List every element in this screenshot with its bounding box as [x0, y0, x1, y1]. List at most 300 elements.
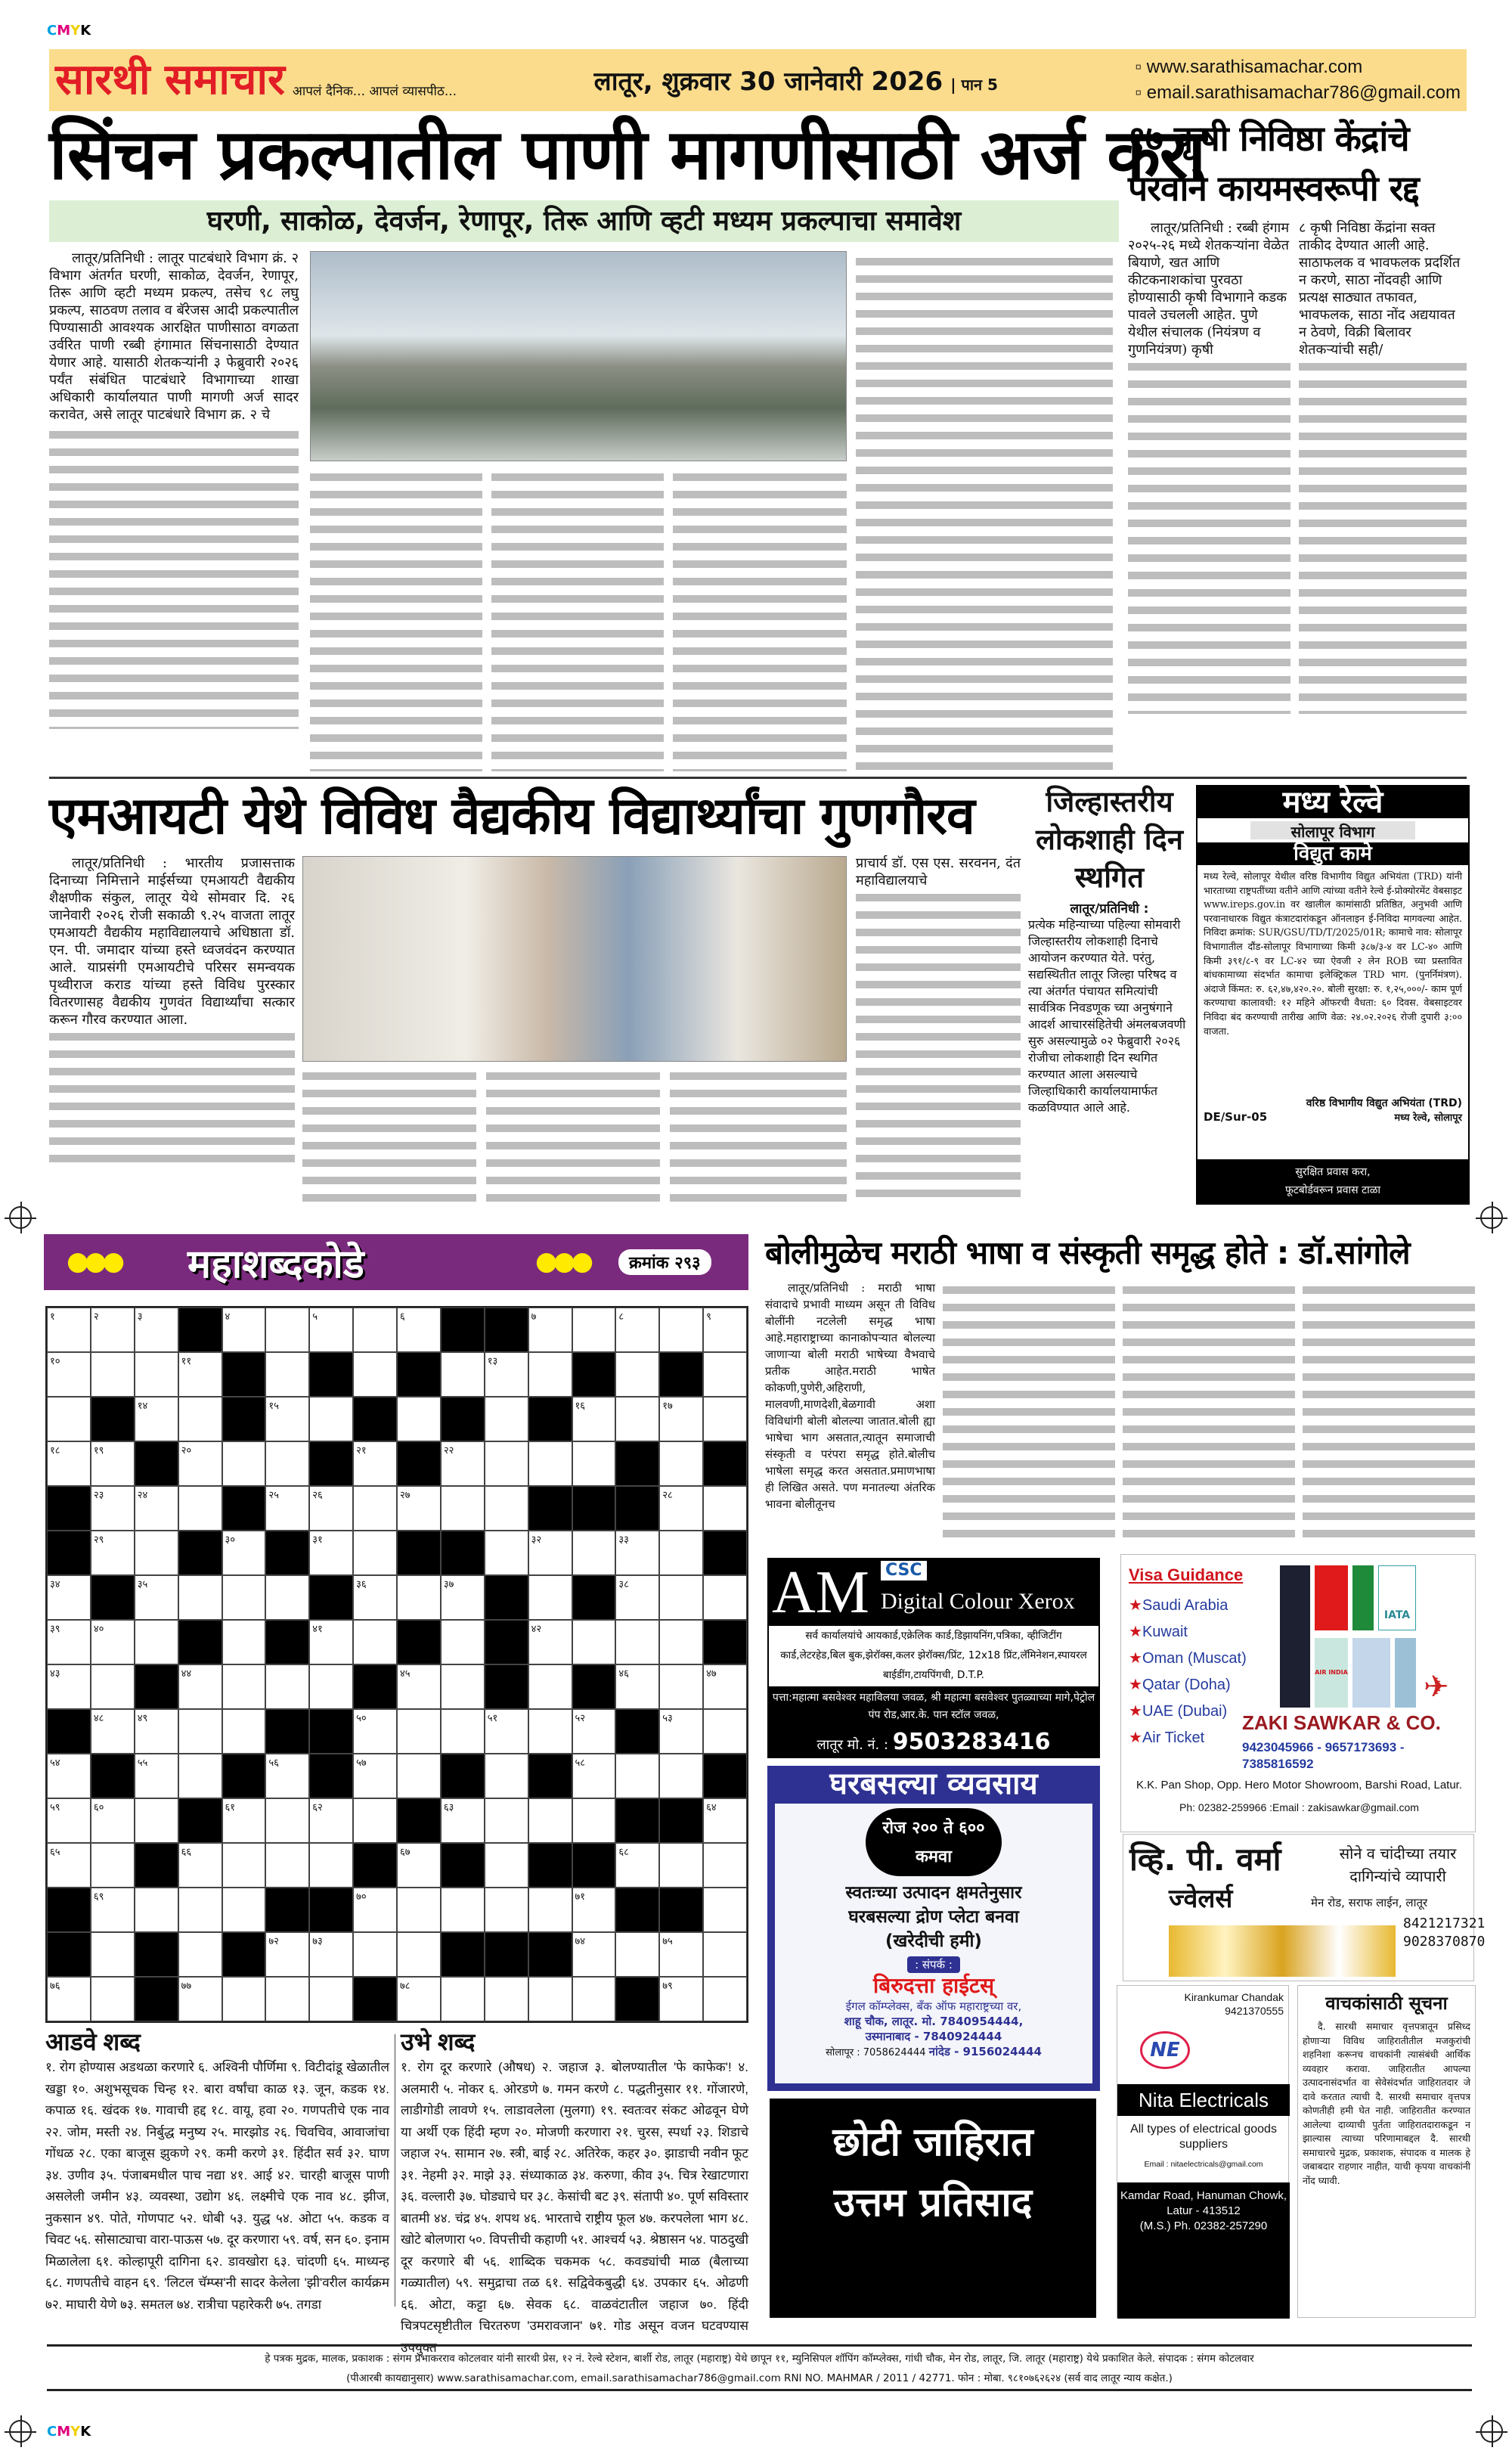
crossword-cell[interactable] — [397, 1397, 441, 1441]
crossword-cell[interactable] — [659, 1620, 703, 1664]
crossword-cell-number: ८ — [618, 1311, 624, 1323]
crossword-cell[interactable] — [178, 1664, 222, 1709]
mit-text-continued — [49, 1028, 295, 1165]
crossword-black-cell — [572, 1575, 616, 1620]
vp-varma-jewellers-ad — [1123, 1834, 1486, 1981]
crossword-cell[interactable] — [265, 1843, 309, 1888]
crossword-cell[interactable] — [528, 1709, 572, 1754]
visa-item: ★Saudi Arabia — [1129, 1597, 1228, 1614]
company-address-2: शाहू चौक, लातूर. मो. 7840954444, — [844, 2015, 1024, 2028]
crossword-cell[interactable] — [703, 1888, 747, 1932]
crossword-cell-number: १० — [50, 1356, 60, 1367]
crossword-cell-number: ५० — [356, 1713, 367, 1724]
crossword-cell[interactable] — [265, 1308, 309, 1352]
crossword-cell[interactable] — [309, 1486, 353, 1531]
crossword-cell[interactable] — [265, 1352, 309, 1397]
crossword-cell[interactable] — [135, 1888, 178, 1932]
crossword-cell[interactable] — [135, 1798, 178, 1843]
crossword-cell-number: १८ — [50, 1445, 60, 1456]
crossword-black-cell — [572, 1352, 616, 1397]
crossword-cell[interactable] — [615, 1397, 659, 1441]
crossword-cell[interactable] — [397, 1709, 441, 1754]
crossword-grid — [45, 1306, 748, 2023]
down-title: उभे शब्द — [401, 2028, 476, 2055]
crossword-black-cell — [135, 1932, 178, 1977]
jeweller-address: मेन रोड, सराफ लाईन, लातूर — [1311, 1896, 1428, 1909]
crossword-black-cell — [659, 1888, 703, 1932]
crossword-cell[interactable] — [309, 1531, 353, 1575]
crossword-cell-number: १४ — [137, 1401, 148, 1412]
crossword-cell[interactable] — [178, 1352, 222, 1397]
crossword-black-cell — [47, 1888, 91, 1932]
crossword-cell[interactable] — [222, 1977, 266, 2021]
crossword-cell[interactable] — [572, 1888, 616, 1932]
passport-image — [1280, 1565, 1310, 1708]
crossword-cell[interactable] — [135, 1754, 178, 1798]
crossword-cell[interactable] — [659, 1977, 703, 2021]
crossword-cell[interactable] — [397, 1664, 441, 1709]
dots-decoration-icon: ●●● — [67, 1246, 121, 1277]
crossword-cell[interactable] — [178, 1397, 222, 1441]
crossword-cell[interactable] — [47, 1352, 91, 1397]
crossword-cell[interactable] — [615, 1531, 659, 1575]
crossword-black-cell — [572, 1664, 616, 1709]
crossword-cell[interactable] — [91, 1441, 135, 1486]
crossword-cell[interactable] — [659, 1441, 703, 1486]
crossword-cell[interactable] — [397, 1486, 441, 1531]
lokshahi-article — [1028, 783, 1191, 1206]
dots-decoration-icon: ●●● — [535, 1246, 590, 1277]
crossword-cell-number: ४८ — [93, 1713, 104, 1724]
visa-item-label: Oman (Muscat) — [1142, 1650, 1247, 1667]
crossword-cell[interactable] — [528, 1531, 572, 1575]
crossword-cell[interactable] — [222, 1843, 266, 1888]
crossword-cell-number: ७४ — [575, 1936, 586, 1947]
crossword-cell[interactable] — [47, 1397, 91, 1441]
email-link[interactable]: ▫ email.sarathisamachar786@gmail.com — [1135, 82, 1461, 103]
iata-logo: IATA — [1378, 1565, 1416, 1630]
crossword-cell[interactable] — [353, 1352, 397, 1397]
crossword-cell[interactable] — [309, 1798, 353, 1843]
crossword-cell[interactable] — [485, 1486, 528, 1531]
crossword-cell[interactable] — [485, 1798, 528, 1843]
crossword-black-cell — [397, 1798, 441, 1843]
crossword-cell[interactable] — [135, 1486, 178, 1531]
crossword-cell-number: ५५ — [137, 1757, 148, 1769]
crossword-cell[interactable] — [265, 1932, 309, 1977]
crossword-cell[interactable] — [528, 1798, 572, 1843]
am-logo: AM — [772, 1559, 869, 1626]
crossword-cell[interactable] — [309, 1932, 353, 1977]
crossword-cell[interactable] — [135, 1397, 178, 1441]
crossword-cell[interactable] — [135, 1620, 178, 1664]
crossword-cell[interactable] — [353, 1798, 397, 1843]
crossword-cell[interactable] — [309, 1664, 353, 1709]
crossword-cell[interactable] — [178, 1977, 222, 2021]
crossword-cell[interactable] — [659, 1308, 703, 1352]
crossword-black-cell — [178, 1531, 222, 1575]
crossword-cell[interactable] — [222, 1308, 266, 1352]
crossword-black-cell — [615, 1888, 659, 1932]
registration-mark-icon — [1480, 1206, 1503, 1229]
crossword-cell[interactable] — [703, 1843, 747, 1888]
mit-column-1 — [49, 855, 295, 1210]
crossword-cell[interactable] — [572, 1932, 616, 1977]
crossword-black-cell — [485, 1664, 528, 1709]
agri-body-text-2: ८ कृषी निविष्ठा केंद्रांना सक्त ताकीद देण्यात आली आहे. साठाफलक व भावफलक प्रदर्शित न करणे, साठा नोंदवही आणि प्रत्यक्ष साठ्यात तफावत, भावफलक, साठा नोंद अद्ययावत न ठेवणे, विक्री बिलावर शेतकऱ्यांची सही/ — [1299, 220, 1461, 358]
pan-card-image — [1352, 1638, 1390, 1708]
crossword-cell[interactable] — [353, 1754, 397, 1798]
crossword-black-cell — [528, 1932, 572, 1977]
cmyk-c: C — [47, 2424, 57, 2440]
crossword-cell[interactable] — [572, 1531, 616, 1575]
crossword-cell[interactable] — [659, 1843, 703, 1888]
crossword-cell[interactable] — [91, 1798, 135, 1843]
crossword-cell[interactable] — [703, 1308, 747, 1352]
crossword-cell[interactable] — [485, 1397, 528, 1441]
crossword-cell[interactable] — [397, 1843, 441, 1888]
railway-tender-body: मध्य रेल्वे, सोलापूर येथील वरिष्ठ विभागीय विद्युत अभियंता (TRD) यांनी भारताच्या राष्ट्रपतींच्या वतीने आणि त्यांच्या वतीने रेल्वे ई-प्रोक्योरमेंट वेबसाइट www.ireps.gov.in वर खालील कामांसाठी प्रतिष्ठित, अनुभवी आणि परवानाधारक विद्युत कंत्राटदारांकडून ऑनलाइन ई-निविदा मागवल्या आहेत. निविदा क्रमांक: SUR/GSU/TD/T/2025/01R; कामाचे नाव: सोलापूर विभागातील दौंड-सोलापूर विभागाच्या किमी ३८७/३-४ वर LC-४० आणि किमी ३९१/८-९ वर LC-४२ च्या ऐवजी २ लेन ROB च्या प्रस्तावित बांधकामाच्या संदर्भात कामाचा इलेक्ट्रिकल TRD भाग. (पुनर्निमंत्रण). अंदाजे किंमत: रु. ६२,४७,४२०.२०. बोली सुरक्षा: रु. १,२५,०००/- काम पूर्ण करण्याचा कालावधी: १२ महिने ऑफरची वैधता: ६० दिवस. वेबसाइटवर निविदा बंद करण्याची तारीख आणि वेळ: २४.०२.२०२६ रोजी दुपारी ३:०० वाजता. — [1204, 870, 1462, 1037]
crossword-cell[interactable] — [528, 1888, 572, 1932]
crossword-cell[interactable] — [572, 1977, 616, 2021]
crossword-cell[interactable] — [659, 1664, 703, 1709]
crossword-cell[interactable] — [528, 1352, 572, 1397]
crossword-cell[interactable] — [47, 1620, 91, 1664]
crossword-cell[interactable] — [485, 1754, 528, 1798]
crossword-cell[interactable] — [309, 1977, 353, 2021]
crossword-black-cell — [397, 1531, 441, 1575]
crossword-cell[interactable] — [91, 1843, 135, 1888]
crossword-cell[interactable] — [441, 1798, 485, 1843]
crossword-black-cell — [135, 1664, 178, 1709]
crossword-cell[interactable] — [659, 1709, 703, 1754]
mit-felicitation-photo — [302, 856, 847, 1062]
jeweller-sub: ज्वेलर्स — [1169, 1884, 1233, 1914]
crossword-cell[interactable] — [91, 1308, 135, 1352]
visa-item-label: Saudi Arabia — [1142, 1597, 1228, 1614]
registration-mark-icon — [9, 1206, 32, 1229]
crossword-cell[interactable] — [309, 1620, 353, 1664]
crossword-cell[interactable] — [485, 1977, 528, 2021]
crossword-cell[interactable] — [615, 1308, 659, 1352]
crossword-cell[interactable] — [178, 1441, 222, 1486]
crossword-cell[interactable] — [178, 1888, 222, 1932]
crossword-cell-number: २५ — [268, 1490, 279, 1501]
crossword-cell[interactable] — [265, 1575, 309, 1620]
crossword-cell[interactable] — [222, 1709, 266, 1754]
crossword-cell[interactable] — [222, 1888, 266, 1932]
crossword-cell[interactable] — [265, 1486, 309, 1531]
crossword-cell[interactable] — [572, 1441, 616, 1486]
crossword-black-cell — [178, 1620, 222, 1664]
crossword-cell[interactable] — [353, 1486, 397, 1531]
crossword-black-cell — [572, 1843, 616, 1888]
lead-column-5 — [856, 253, 1113, 771]
across-title: आडवे शब्द — [45, 2028, 141, 2055]
railway-division: सोलापूर विभाग — [1250, 821, 1415, 839]
crossword-cell[interactable] — [397, 1977, 441, 2021]
crossword-cell[interactable] — [441, 1664, 485, 1709]
visa-item-label: Air Ticket — [1142, 1729, 1205, 1746]
crossword-black-cell — [309, 1754, 353, 1798]
crossword-cell[interactable] — [703, 1397, 747, 1441]
crossword-cell[interactable] — [47, 1754, 91, 1798]
crossword-cell[interactable] — [222, 1798, 266, 1843]
crossword-cell[interactable] — [528, 1620, 572, 1664]
crossword-cell[interactable] — [615, 1932, 659, 1977]
crossword-cell[interactable] — [615, 1352, 659, 1397]
crossword-cell[interactable] — [47, 1308, 91, 1352]
crossword-cell[interactable] — [353, 1620, 397, 1664]
crossword-cell[interactable] — [659, 1932, 703, 1977]
crossword-cell-number: २० — [181, 1445, 192, 1456]
classified-line-2: उत्तम प्रतिसाद — [833, 2180, 1033, 2226]
crossword-cell[interactable] — [265, 1441, 309, 1486]
crossword-cell[interactable] — [91, 1709, 135, 1754]
agri-text-continued-2 — [1299, 358, 1467, 714]
boli-body-text: लातूर/प्रतिनिधी : मराठी भाषा संवादाचे प्रभावी माध्यम असून ती विविध बोलींनी नटलेली समृद्ध भाषा आहे.महाराष्ट्राच्या कानाकोपऱ्यात बोलल्या जाणाऱ्या बोली मराठी भाषेच्या वैभवाचे प्रतीक आहेत.मराठी भाषेत कोकणी,पुणेरी,अहिराणी, मालवणी,माणदेशी,बेळगावी अशा विविधांगी बोली बोलल्या जातात.बोली ह्या भाषेचा भाग असतात,त्यातून समाजाची संस्कृती व परंपरा समृद्ध होते.बोलीच भाषेला समृद्ध करत असतात.प्रमाणभाषा ही लिखित असते. पण मनातल्या अंतरिक भावना बोलीतूनच — [765, 1281, 935, 1511]
crossword-cell[interactable] — [265, 1664, 309, 1709]
crossword-number: क्रमांक २९३ — [618, 1249, 711, 1275]
crossword-cell[interactable] — [47, 1664, 91, 1709]
website-link[interactable]: ▫ www.sarathisamachar.com — [1135, 57, 1363, 77]
crossword-cell[interactable] — [397, 1575, 441, 1620]
registration-mark-icon — [9, 2420, 32, 2443]
crossword-cell[interactable] — [397, 1932, 441, 1977]
readers-notice — [1297, 1985, 1476, 2318]
crossword-cell[interactable] — [703, 1709, 747, 1754]
mit-body-text: लातूर/प्रतिनिधी : भारतीय प्रजासत्ताक दिनाच्या निमित्ताने माईर्सच्या एमआयटी वैद्यकीय शैक्षणीक संकुल, लातूर येथे सोमवार दि. २६ जानेवारी २०२६ रोजी सकाळी ९.२५ वाजता लातूर एमआयटी वैद्यकीय महाविद्यालयाचे अधिष्ठाता डॉ. एन. पी. जमादार यांच्या हस्ते ध्वजवंदन करण्यात आले. याप्रसंगी एमआयटीचे परिसर समन्वयक पृथ्वीराज कराड यांच्या हस्ते विविध पुरस्कार वितरणासह वैद्यकीय गुणवंत विद्यार्थ्यांचा सत्कार करून गौरव करण्यात आला. — [49, 855, 295, 1028]
mit-column-2 — [302, 1068, 476, 1208]
crossword-black-cell — [397, 1352, 441, 1397]
crossword-cell-number: ५१ — [487, 1713, 498, 1724]
crossword-cell[interactable] — [703, 1932, 747, 1977]
crossword-cell[interactable] — [441, 1888, 485, 1932]
crossword-black-cell — [528, 1754, 572, 1798]
across-clues: १. रोग होण्यास अडथळा करणारे ६. अश्विनी पौर्णिमा ९. विटीदांडू खेळातील खड्डा १०. अशुभसूचक चिन्ह १२. बारा वर्षांचा काळ १३. जून, कडक १४. कपाळ १६. खंदक १७. गावाची हद्द १८. वायू, हवा २०. गणपतीचे एक नाव २२. जोम, मस्ती २४. निर्बुद्ध मनुष्य २५. मारझोड २६. चिवचिव, आवाजांचा गोंधळ २८. एका बाजूस झुकणे २९. कमी करणे ३१. हिंदीत सर्व ३२. घाण ३४. उणीव ३५. पंजाबमधील पाच नद्या ४१. आई ४२. चारही बाजूस पाणी असलेली जमीन ४३. व्यवस्था, उद्योग ४६. लक्ष्मीचे एक नाव ४८. झीज, नुकसान ४९. पोते, गोणपाट ५२. धोबी ५३. युद्ध ५४. ओटा ५५. कडक व चिवट ५६. सोसाट्याचा वारा-पाऊस ५७. दूर करणारा ५९. वर्ष, सन ६०. इनाम मिळालेला ६१. कोल्हापूरी दागिना ६२. डावखोरा ६३. चांदणी ६५. माध्यन्ह ६८. गणपतीचे वाहन ६९. 'लिटल चॅम्प्स'नी सादर केलेला 'झी'वरील कार्यक्रम ७२. माघारी येणे ७३. समतल ७४. रात्रीचा पहारेकरी ७५. तगडा — [45, 2060, 389, 2312]
crossword-cell[interactable] — [572, 1798, 616, 1843]
crossword-cell[interactable] — [441, 1575, 485, 1620]
crossword-cell-number: २८ — [662, 1490, 673, 1501]
crossword-cell[interactable] — [353, 1932, 397, 1977]
crossword-cell[interactable] — [703, 1664, 747, 1709]
crossword-cell[interactable] — [178, 1486, 222, 1531]
crossword-cell[interactable] — [485, 1843, 528, 1888]
crossword-cell[interactable] — [615, 1575, 659, 1620]
crossword-cell[interactable] — [659, 1397, 703, 1441]
crossword-cell-number: ६७ — [400, 1847, 411, 1858]
crossword-cell[interactable] — [441, 1977, 485, 2021]
crossword-cell[interactable] — [91, 1531, 135, 1575]
crossword-cell-number: ४० — [93, 1624, 104, 1635]
crossword-cell-number: ३८ — [618, 1579, 629, 1590]
visa-item-label: UAE (Dubai) — [1142, 1703, 1228, 1720]
burj-al-arab-image — [1395, 1638, 1416, 1708]
nita-name: Nita Electricals — [1117, 2084, 1290, 2116]
am-xerox-ad — [767, 1558, 1100, 1758]
agri-headline — [1128, 113, 1419, 213]
crossword-cell[interactable] — [703, 1798, 747, 1843]
crossword-cell[interactable] — [222, 1441, 266, 1486]
crossword-cell[interactable] — [91, 1352, 135, 1397]
visa-item: ★Air Ticket — [1129, 1729, 1205, 1746]
crossword-cell-number: ४५ — [400, 1668, 411, 1680]
crossword-cell[interactable] — [91, 1486, 135, 1531]
crossword-cell[interactable] — [528, 1575, 572, 1620]
crossword-black-cell — [265, 1620, 309, 1664]
crossword-cell[interactable] — [178, 1932, 222, 1977]
crossword-cell[interactable] — [135, 1709, 178, 1754]
crossword-cell[interactable] — [135, 1308, 178, 1352]
crossword-black-cell — [441, 1932, 485, 1977]
crossword-black-cell — [528, 1843, 572, 1888]
crossword-cell[interactable] — [659, 1486, 703, 1531]
crossword-cell[interactable] — [178, 1754, 222, 1798]
crossword-cell[interactable] — [222, 1664, 266, 1709]
email-text: email.sarathisamachar786@gmail.com — [1146, 82, 1461, 103]
crossword-cell[interactable] — [397, 1308, 441, 1352]
crossword-cell[interactable] — [703, 1352, 747, 1397]
crossword-cell[interactable] — [353, 1308, 397, 1352]
am-phone: 9503283416 — [892, 1729, 1051, 1755]
crossword-black-cell — [441, 1531, 485, 1575]
crossword-cell[interactable] — [659, 1531, 703, 1575]
crossword-title: महाशब्दकोडे — [187, 1242, 364, 1287]
crossword-cell[interactable] — [222, 1575, 266, 1620]
crossword-cell[interactable] — [572, 1620, 616, 1664]
crossword-cell[interactable] — [441, 1441, 485, 1486]
crossword-cell[interactable] — [265, 1977, 309, 2021]
crossword-cell[interactable] — [353, 1709, 397, 1754]
crossword-cell[interactable] — [135, 1352, 178, 1397]
crossword-cell[interactable] — [441, 1620, 485, 1664]
down-clues: १. रोग दूर करणारे (औषध) २. जहाज ३. बोलण्यातील 'फे काफेक'! ४. अलमारी ५. नोकर ६. ओरडणे ७. गमन करणे ८. पद्धतीनुसार ११. गोंजारणे, लाडीगोडी लावणे १५. लाडावलेला (मुलगा) १९. स्वतःवर संकट ओढवून घेणे या अर्थी एक हिंदी म्हण २०. मोजणी करणारा २१. चुरस, स्पर्धा २३. शिडाचे जहाज २५. सामान २७. स्त्री, बाई २८. अतिरेक, कहर ३०. झाडाची नवीन फूट ३१. नेहमी ३२. माझे ३३. संध्याकाळ ३४. करुणा, कीव ३५. चित्र रेखाटणारा ३६. वल्लारी ३७. घोड्याचे घर ३८. केसांची बट ३९. संतापी ४०. पूर्ण सविस्तार बातमी ४४. चंद्र ४५. शपथ ४६. भारताचे राष्ट्रीय फूल ४७. करपलेला भाग ४८. खोटे बोलणारा ५०. विपत्तीची कहाणी ५१. आश्चर्य ५३. श्रेष्ठासन ५४. पाठदुखी दूर करणारे बी ५६. शाब्दिक चकमक ५८. कवड्यांची माळ (बैलाच्या गळ्यातील) ५९. समुद्राचा तळ ६१. सद्विवेकबुद्धी ६४. उपकार ६५. ओढणी ६६. ओटा, कट्टा ६७. सेवक ६८. वाळवंटातील जहाज ७०. हिंदी चित्रपटसृष्टीतील चिरतरुण 'उमरावजान' ७१. गोड असून वजन घटवण्यास उपयुक्त — [401, 2060, 748, 2355]
tagline: आपलं दैनिक... आपलं व्यासपीठ... — [292, 84, 457, 99]
crossword-cell[interactable] — [528, 1441, 572, 1486]
company-name: बिरुदत्ता हाईटस् — [872, 1973, 995, 1998]
crossword-cell[interactable] — [91, 1664, 135, 1709]
crossword-cell[interactable] — [528, 1308, 572, 1352]
crossword-cell[interactable] — [178, 1843, 222, 1888]
crossword-cell[interactable] — [572, 1397, 616, 1441]
crossword-cell[interactable] — [265, 1798, 309, 1843]
crossword-cell[interactable] — [47, 1441, 91, 1486]
crossword-cell[interactable] — [615, 1754, 659, 1798]
crossword-cell[interactable] — [47, 1798, 91, 1843]
crossword-black-cell — [703, 1531, 747, 1575]
crossword-cell[interactable] — [265, 1397, 309, 1441]
registration-mark-icon — [1480, 2420, 1503, 2443]
crossword-cell[interactable] — [353, 1441, 397, 1486]
crossword-cell[interactable] — [485, 1352, 528, 1397]
crossword-black-cell — [47, 1709, 91, 1754]
visa-item: ★Qatar (Doha) — [1129, 1677, 1231, 1693]
imprint-footer — [47, 2344, 1472, 2391]
crossword-cell[interactable] — [222, 1620, 266, 1664]
crossword-black-cell — [528, 1486, 572, 1531]
crossword-cell[interactable] — [265, 1754, 309, 1798]
crossword-cell-number: ५६ — [268, 1757, 279, 1769]
home-business-ad — [767, 1766, 1100, 2091]
cmyk-m: M — [57, 23, 71, 39]
crossword-cell[interactable] — [485, 1709, 528, 1754]
owner-phone: 9421370555 — [1225, 2005, 1284, 2017]
crossword-cell[interactable] — [178, 1575, 222, 1620]
lokshahi-dateline: लातूर/प्रतिनिधी : — [1070, 901, 1149, 917]
crossword-cell[interactable] — [659, 1754, 703, 1798]
crossword-cell[interactable] — [528, 1664, 572, 1709]
crossword-cell[interactable] — [485, 1888, 528, 1932]
airplane-icon: ✈ — [1424, 1670, 1449, 1705]
crossword-cell[interactable] — [309, 1308, 353, 1352]
crossword-cell[interactable] — [397, 1888, 441, 1932]
crossword-cell[interactable] — [47, 1575, 91, 1620]
crossword-cell[interactable] — [178, 1709, 222, 1754]
crossword-cell-number: २७ — [400, 1490, 411, 1501]
crossword-cell[interactable] — [397, 1754, 441, 1798]
crossword-cell[interactable] — [47, 1843, 91, 1888]
crossword-cell[interactable] — [222, 1531, 266, 1575]
crossword-cell[interactable] — [572, 1754, 616, 1798]
crossword-cell-number: २६ — [312, 1490, 323, 1501]
crossword-black-cell — [615, 1441, 659, 1486]
crossword-cell[interactable] — [309, 1397, 353, 1441]
crossword-cell[interactable] — [441, 1486, 485, 1531]
crossword-cell[interactable] — [441, 1352, 485, 1397]
crossword-cell[interactable] — [91, 1977, 135, 2021]
crossword-cell-number: ७३ — [312, 1936, 323, 1947]
crossword-black-cell — [615, 1709, 659, 1754]
zaki-contact: Ph: 02382-259966 :Email : zakisawkar@gmail.com — [1179, 1801, 1419, 1813]
crossword-cell[interactable] — [91, 1888, 135, 1932]
crossword-cell[interactable] — [135, 1531, 178, 1575]
lead-column-2 — [310, 469, 482, 771]
crossword-cell[interactable] — [659, 1575, 703, 1620]
crossword-cell-number: ४२ — [531, 1624, 542, 1635]
crossword-black-cell — [178, 1798, 222, 1843]
crossword-cell[interactable] — [615, 1620, 659, 1664]
crossword-cell[interactable] — [91, 1620, 135, 1664]
crossword-cell[interactable] — [135, 1575, 178, 1620]
crossword-cell[interactable] — [485, 1441, 528, 1486]
osmanabad-phone: उस्मानाबाद - 7840924444 — [865, 2030, 1002, 2043]
crossword-cell[interactable] — [572, 1308, 616, 1352]
crossword-black-cell — [485, 1932, 528, 1977]
crossword-cell-number: १५ — [268, 1401, 279, 1412]
railway-safety-line-2: फूटबोर्डवरून प्रवास टाळा — [1284, 1184, 1381, 1196]
crossword-cell[interactable] — [615, 1664, 659, 1709]
crossword-cell[interactable] — [703, 1977, 747, 2021]
crossword-cell[interactable] — [353, 1575, 397, 1620]
crossword-cell[interactable] — [353, 1888, 397, 1932]
crossword-cell[interactable] — [441, 1709, 485, 1754]
crossword-cell[interactable] — [353, 1531, 397, 1575]
crossword-cell[interactable] — [309, 1843, 353, 1888]
crossword-cell[interactable] — [485, 1531, 528, 1575]
crossword-cell[interactable] — [703, 1486, 747, 1531]
crossword-cell[interactable] — [47, 1977, 91, 2021]
crossword-cell[interactable] — [528, 1977, 572, 2021]
crossword-black-cell — [397, 1441, 441, 1486]
crossword-cell[interactable] — [91, 1932, 135, 1977]
crossword-black-cell — [353, 1664, 397, 1709]
crossword-black-cell — [528, 1397, 572, 1441]
jeweller-phones — [1403, 1915, 1485, 1951]
masthead — [49, 49, 1467, 111]
crossword-cell[interactable] — [703, 1575, 747, 1620]
crossword-cell[interactable] — [572, 1709, 616, 1754]
crossword-cell[interactable] — [615, 1843, 659, 1888]
